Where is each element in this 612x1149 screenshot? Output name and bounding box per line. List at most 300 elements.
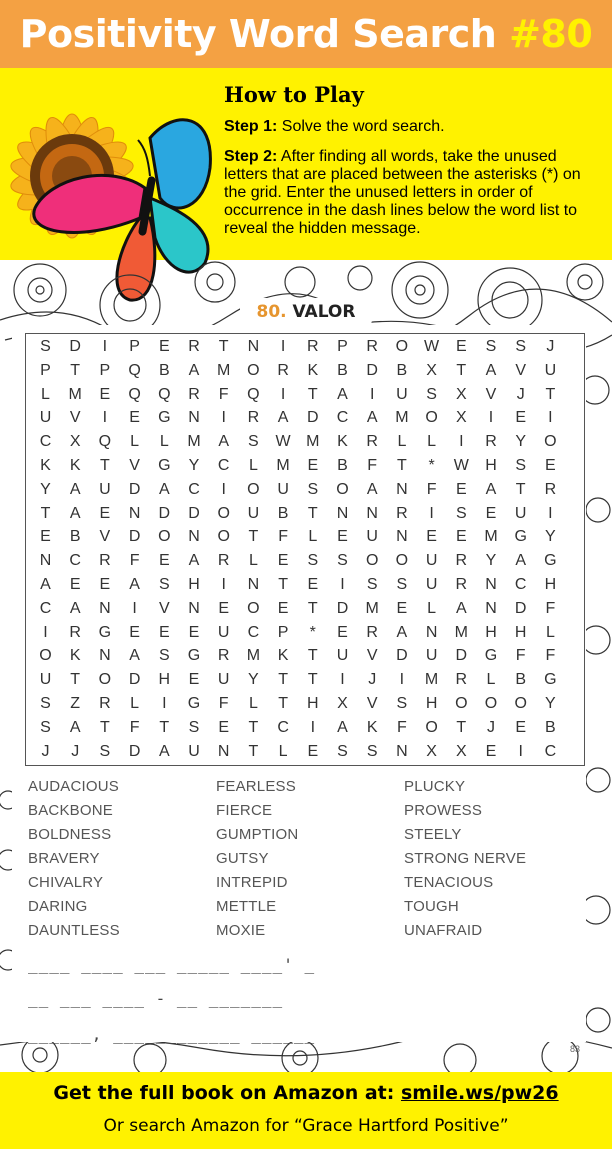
grid-cell[interactable]: S <box>307 480 319 498</box>
grid-cell[interactable]: E <box>426 528 437 546</box>
grid-cell[interactable]: T <box>278 671 288 689</box>
grid-cell[interactable]: U <box>277 480 289 498</box>
grid-cell[interactable]: R <box>217 647 230 665</box>
grid-cell[interactable]: E <box>99 576 111 593</box>
grid-cell[interactable]: X <box>426 742 437 760</box>
grid-cell[interactable]: A <box>69 718 81 736</box>
grid-cell[interactable]: F <box>129 718 140 736</box>
grid-cell[interactable]: A <box>366 480 378 498</box>
grid-cell[interactable]: E <box>277 599 289 617</box>
grid-cell[interactable]: D <box>128 742 141 760</box>
grid-cell[interactable]: R <box>455 671 468 689</box>
grid-cell[interactable]: N <box>485 599 497 617</box>
grid-cell[interactable]: U <box>217 671 230 689</box>
grid-cell[interactable]: V <box>485 385 497 403</box>
grid-cell[interactable]: N <box>188 528 200 546</box>
grid-cell[interactable]: E <box>396 599 408 617</box>
grid-cell[interactable]: L <box>248 552 258 570</box>
answer-line[interactable]: __ ___ ____ - __ _______ <box>28 989 284 1008</box>
grid-cell[interactable]: N <box>366 504 378 522</box>
grid-cell[interactable]: A <box>69 504 81 522</box>
grid-cell[interactable]: E <box>455 338 467 355</box>
grid-cell[interactable]: E <box>485 742 497 760</box>
grid-cell[interactable]: D <box>128 528 141 546</box>
grid-cell[interactable]: E <box>158 338 170 355</box>
grid-cell[interactable]: R <box>188 385 200 403</box>
grid-cell[interactable]: G <box>98 623 112 641</box>
grid-cell[interactable]: I <box>340 671 345 689</box>
grid-cell[interactable]: N <box>396 480 408 498</box>
grid-cell[interactable]: O <box>484 695 498 712</box>
grid-cell[interactable]: S <box>40 718 51 736</box>
grid-cell[interactable]: S <box>158 576 170 593</box>
grid-cell[interactable]: R <box>544 480 557 498</box>
grid-cell[interactable]: T <box>248 742 259 760</box>
grid-cell[interactable]: D <box>307 409 319 427</box>
grid-cell[interactable]: E <box>69 576 81 593</box>
grid-cell[interactable]: L <box>486 671 496 689</box>
grid-cell[interactable]: L <box>427 599 437 617</box>
grid-cell[interactable]: S <box>366 576 378 593</box>
grid-cell[interactable]: X <box>455 742 467 760</box>
grid-cell[interactable]: O <box>365 552 379 570</box>
grid-cell[interactable]: A <box>277 409 289 427</box>
grid-cell[interactable]: G <box>187 647 201 665</box>
grid-cell[interactable]: E <box>455 480 467 498</box>
grid-cell[interactable]: E <box>485 504 497 522</box>
grid-cell[interactable]: N <box>336 504 349 522</box>
grid-cell[interactable]: G <box>544 552 557 570</box>
grid-cell[interactable]: V <box>69 409 81 427</box>
grid-cell[interactable]: M <box>306 433 320 451</box>
grid-cell[interactable]: O <box>98 671 112 689</box>
grid-cell[interactable]: C <box>69 552 81 570</box>
grid-cell[interactable]: L <box>397 433 407 451</box>
grid-cell[interactable]: S <box>40 695 51 712</box>
grid-cell[interactable]: J <box>487 718 495 736</box>
grid-cell[interactable]: E <box>158 552 170 570</box>
grid-cell[interactable]: O <box>336 480 349 498</box>
grid-cell[interactable]: Q <box>128 385 141 403</box>
grid-cell[interactable]: J <box>71 742 80 760</box>
grid-cell[interactable]: U <box>39 409 52 427</box>
grid-cell[interactable]: A <box>129 647 140 665</box>
grid-cell[interactable]: S <box>40 338 51 355</box>
grid-cell[interactable]: H <box>188 576 200 593</box>
grid-cell[interactable]: M <box>365 599 379 617</box>
grid-cell[interactable]: A <box>158 480 170 498</box>
grid-cell[interactable]: R <box>217 552 230 570</box>
grid-cell[interactable]: M <box>217 361 231 379</box>
grid-cell[interactable]: O <box>247 361 260 379</box>
grid-cell[interactable]: C <box>336 409 349 427</box>
grid-cell[interactable]: G <box>514 528 527 546</box>
grid-cell[interactable]: O <box>217 504 230 522</box>
grid-cell[interactable]: M <box>187 433 201 451</box>
grid-cell[interactable]: R <box>307 338 319 355</box>
answer-line[interactable]: ______, ____________ ______ <box>28 1025 316 1044</box>
grid-cell[interactable]: I <box>221 480 226 498</box>
grid-cell[interactable]: S <box>188 718 200 736</box>
grid-cell[interactable]: H <box>544 576 557 593</box>
grid-cell[interactable]: D <box>455 647 468 665</box>
grid-cell[interactable]: V <box>366 647 378 665</box>
grid-cell[interactable]: U <box>39 671 52 689</box>
grid-cell[interactable]: U <box>188 742 200 760</box>
grid-cell[interactable]: A <box>485 361 497 379</box>
grid-cell[interactable]: I <box>548 409 553 427</box>
grid-cell[interactable]: U <box>544 361 557 379</box>
grid-cell[interactable]: A <box>396 623 408 641</box>
grid-cell[interactable]: D <box>128 480 141 498</box>
grid-cell[interactable]: S <box>426 385 437 403</box>
grid-cell[interactable]: K <box>337 433 348 451</box>
grid-cell[interactable]: T <box>100 718 110 736</box>
grid-cell[interactable]: E <box>337 528 348 546</box>
grid-cell[interactable]: L <box>308 528 318 546</box>
grid-cell[interactable]: J <box>516 385 525 403</box>
grid-cell[interactable]: K <box>69 457 81 474</box>
grid-cell[interactable]: S <box>337 552 348 570</box>
grid-cell[interactable]: M <box>424 671 439 689</box>
grid-cell[interactable]: O <box>395 338 409 355</box>
grid-cell[interactable]: J <box>546 338 555 355</box>
grid-cell[interactable]: C <box>188 480 200 498</box>
grid-cell[interactable]: D <box>396 647 408 665</box>
grid-cell[interactable]: E <box>218 718 230 736</box>
grid-cell[interactable]: S <box>396 576 408 593</box>
grid-cell[interactable]: U <box>99 480 111 498</box>
grid-cell[interactable]: F <box>218 695 229 712</box>
grid-cell[interactable]: Y <box>248 671 259 689</box>
grid-cell[interactable]: I <box>459 433 464 451</box>
grid-cell[interactable]: U <box>396 385 408 403</box>
grid-cell[interactable]: P <box>99 361 111 379</box>
grid-cell[interactable]: A <box>455 599 467 617</box>
grid-cell[interactable]: F <box>426 480 437 498</box>
grid-cell[interactable]: L <box>159 433 169 451</box>
grid-cell[interactable]: X <box>455 409 467 427</box>
grid-cell[interactable]: C <box>39 599 52 617</box>
grid-cell[interactable]: H <box>485 457 497 474</box>
grid-cell[interactable]: T <box>278 695 288 712</box>
grid-cell[interactable]: O <box>39 647 52 665</box>
grid-cell[interactable]: R <box>99 695 111 712</box>
grid-cell[interactable]: A <box>40 576 51 593</box>
grid-cell[interactable]: R <box>396 504 408 522</box>
grid-cell[interactable]: S <box>248 433 259 451</box>
grid-cell[interactable]: G <box>158 409 171 427</box>
grid-cell[interactable]: U <box>247 504 260 522</box>
grid-cell[interactable]: * <box>428 457 435 474</box>
grid-cell[interactable]: D <box>188 504 200 522</box>
grid-cell[interactable]: L <box>427 433 437 451</box>
grid-cell[interactable]: E <box>40 528 51 546</box>
grid-cell[interactable]: O <box>544 433 557 451</box>
grid-cell[interactable]: S <box>515 457 527 474</box>
grid-cell[interactable]: T <box>307 599 318 617</box>
grid-cell[interactable]: L <box>248 695 258 712</box>
grid-cell[interactable]: T <box>248 528 259 546</box>
grid-cell[interactable]: R <box>366 338 378 355</box>
grid-cell[interactable]: C <box>277 718 289 736</box>
grid-cell[interactable]: Y <box>485 552 497 570</box>
grid-cell[interactable]: Y <box>545 695 556 712</box>
grid-cell[interactable]: Q <box>98 433 112 451</box>
grid-cell[interactable]: T <box>307 647 318 665</box>
grid-cell[interactable]: O <box>514 695 527 712</box>
grid-cell[interactable]: X <box>426 361 437 379</box>
grid-cell[interactable]: R <box>188 338 200 355</box>
grid-cell[interactable]: T <box>456 718 467 736</box>
grid-cell[interactable]: H <box>307 695 319 712</box>
grid-cell[interactable]: L <box>545 623 555 641</box>
grid-cell[interactable]: I <box>132 599 137 617</box>
grid-cell[interactable]: T <box>159 718 170 736</box>
grid-cell[interactable]: E <box>277 552 289 570</box>
grid-cell[interactable]: T <box>100 457 110 474</box>
grid-cell[interactable]: E <box>515 718 527 736</box>
grid-cell[interactable]: A <box>69 599 81 617</box>
grid-cell[interactable]: M <box>68 385 82 403</box>
grid-cell[interactable]: E <box>99 504 111 522</box>
grid-cell[interactable]: A <box>337 385 348 403</box>
grid-cell[interactable]: N <box>188 599 200 617</box>
grid-cell[interactable]: A <box>218 433 230 451</box>
grid-cell[interactable]: I <box>310 718 316 736</box>
grid-cell[interactable]: A <box>485 480 497 498</box>
grid-cell[interactable]: L <box>278 742 288 760</box>
grid-cell[interactable]: K <box>277 647 289 665</box>
grid-cell[interactable]: E <box>307 742 319 760</box>
grid-cell[interactable]: * <box>309 623 316 641</box>
grid-cell[interactable]: E <box>99 385 111 403</box>
grid-cell[interactable]: O <box>247 599 260 617</box>
grid-cell[interactable]: G <box>484 647 498 665</box>
grid-cell[interactable]: S <box>515 338 527 355</box>
grid-cell[interactable]: E <box>129 623 140 641</box>
grid-cell[interactable]: F <box>397 718 407 736</box>
grid-cell[interactable]: Q <box>247 385 260 403</box>
answer-line[interactable]: ____ ____ ___ _____ ____' _ <box>28 955 316 974</box>
grid-cell[interactable]: R <box>366 433 378 451</box>
grid-cell[interactable]: M <box>246 647 261 665</box>
grid-cell[interactable]: O <box>217 528 230 546</box>
grid-cell[interactable]: E <box>307 457 319 474</box>
grid-cell[interactable]: T <box>307 385 318 403</box>
grid-cell[interactable]: P <box>129 338 140 355</box>
grid-cell[interactable]: T <box>278 576 288 593</box>
grid-cell[interactable]: B <box>515 671 527 689</box>
grid-cell[interactable]: I <box>399 671 405 689</box>
grid-cell[interactable]: V <box>129 457 140 474</box>
grid-cell[interactable]: B <box>158 361 170 379</box>
grid-cell[interactable]: B <box>337 361 348 379</box>
grid-cell[interactable]: N <box>396 742 408 760</box>
grid-cell[interactable]: E <box>158 623 170 641</box>
grid-cell[interactable]: A <box>337 718 348 736</box>
grid-cell[interactable]: I <box>102 409 108 427</box>
grid-cell[interactable]: H <box>514 623 527 641</box>
grid-cell[interactable]: S <box>485 338 497 355</box>
grid-cell[interactable]: T <box>307 671 318 689</box>
grid-cell[interactable]: C <box>544 742 557 760</box>
grid-cell[interactable]: I <box>548 504 553 522</box>
grid-cell[interactable]: U <box>366 528 378 546</box>
grid-cell[interactable]: O <box>247 480 260 498</box>
grid-cell[interactable]: W <box>453 457 469 474</box>
grid-cell[interactable]: U <box>425 647 438 665</box>
grid-cell[interactable]: S <box>158 647 170 665</box>
grid-cell[interactable]: N <box>39 552 52 570</box>
grid-cell[interactable]: I <box>429 504 434 522</box>
grid-cell[interactable]: T <box>70 361 81 379</box>
grid-cell[interactable]: R <box>247 409 260 427</box>
grid-cell[interactable]: T <box>545 385 556 403</box>
grid-cell[interactable]: F <box>545 647 556 665</box>
grid-cell[interactable]: X <box>69 433 81 451</box>
grid-cell[interactable]: I <box>221 409 226 427</box>
grid-cell[interactable]: G <box>158 457 171 474</box>
grid-cell[interactable]: E <box>307 576 319 593</box>
grid-cell[interactable]: U <box>217 623 230 641</box>
grid-cell[interactable]: S <box>396 695 408 712</box>
grid-cell[interactable]: I <box>488 409 494 427</box>
grid-cell[interactable]: P <box>277 623 289 641</box>
grid-cell[interactable]: I <box>221 576 226 593</box>
grid-cell[interactable]: A <box>158 742 170 760</box>
grid-cell[interactable]: V <box>99 528 111 546</box>
grid-cell[interactable]: S <box>307 552 319 570</box>
grid-cell[interactable]: I <box>280 338 286 355</box>
grid-cell[interactable]: F <box>218 385 229 403</box>
grid-cell[interactable]: T <box>248 718 259 736</box>
grid-cell[interactable]: K <box>366 718 378 736</box>
grid-cell[interactable]: A <box>69 480 81 498</box>
grid-cell[interactable]: N <box>99 599 111 617</box>
grid-cell[interactable]: L <box>130 433 140 451</box>
grid-cell[interactable]: D <box>366 361 378 379</box>
grid-cell[interactable]: E <box>188 671 200 689</box>
grid-cell[interactable]: S <box>337 742 348 760</box>
grid-cell[interactable]: V <box>366 695 378 712</box>
grid-cell[interactable]: Y <box>515 433 527 451</box>
grid-cell[interactable]: U <box>514 504 527 522</box>
grid-cell[interactable]: D <box>336 599 349 617</box>
grid-cell[interactable]: U <box>336 647 349 665</box>
grid-cell[interactable]: M <box>454 623 468 641</box>
grid-cell[interactable]: T <box>40 504 51 522</box>
grid-cell[interactable]: T <box>515 480 526 498</box>
grid-cell[interactable]: C <box>514 576 527 593</box>
grid-cell[interactable]: M <box>484 528 498 546</box>
grid-cell[interactable]: D <box>69 338 81 355</box>
grid-cell[interactable]: B <box>545 718 556 736</box>
grid-cell[interactable]: N <box>396 528 408 546</box>
grid-cell[interactable]: N <box>247 576 260 593</box>
grid-cell[interactable]: R <box>455 576 468 593</box>
grid-cell[interactable]: T <box>70 671 81 689</box>
grid-cell[interactable]: N <box>99 647 111 665</box>
grid-cell[interactable]: F <box>545 599 556 617</box>
grid-cell[interactable]: B <box>277 504 289 522</box>
grid-cell[interactable]: F <box>515 647 526 665</box>
grid-cell[interactable]: K <box>40 457 51 474</box>
grid-cell[interactable]: T <box>307 504 318 522</box>
grid-cell[interactable]: I <box>43 623 48 641</box>
grid-cell[interactable]: I <box>102 338 108 355</box>
grid-cell[interactable]: L <box>41 385 50 403</box>
grid-cell[interactable]: O <box>425 718 438 736</box>
grid-cell[interactable]: N <box>485 576 497 593</box>
grid-cell[interactable]: E <box>337 623 348 641</box>
grid-cell[interactable]: G <box>187 695 201 712</box>
grid-cell[interactable]: B <box>337 457 348 474</box>
grid-cell[interactable]: M <box>276 457 290 474</box>
grid-cell[interactable]: W <box>424 338 440 355</box>
grid-cell[interactable]: U <box>425 552 438 570</box>
grid-cell[interactable]: R <box>99 552 111 570</box>
grid-cell[interactable]: K <box>307 361 319 379</box>
grid-cell[interactable]: T <box>218 338 229 355</box>
grid-cell[interactable]: R <box>277 361 289 379</box>
grid-cell[interactable]: C <box>39 433 52 451</box>
grid-cell[interactable]: N <box>217 742 230 760</box>
word-search-grid[interactable] <box>25 333 585 766</box>
grid-cell[interactable]: S <box>366 742 378 760</box>
grid-cell[interactable]: R <box>69 623 81 641</box>
grid-cell[interactable]: T <box>397 457 407 474</box>
grid-cell[interactable]: I <box>280 385 286 403</box>
grid-cell[interactable]: Q <box>158 385 171 403</box>
grid-cell[interactable]: B <box>69 528 81 546</box>
grid-cell[interactable]: V <box>158 599 170 617</box>
grid-cell[interactable]: D <box>128 671 141 689</box>
grid-cell[interactable]: N <box>188 409 200 427</box>
grid-cell[interactable]: N <box>247 338 260 355</box>
grid-cell[interactable]: N <box>128 504 141 522</box>
grid-cell[interactable]: Y <box>188 457 200 474</box>
grid-cell[interactable]: K <box>69 647 81 665</box>
grid-cell[interactable]: F <box>129 552 140 570</box>
grid-cell[interactable]: F <box>278 528 288 546</box>
grid-cell[interactable]: G <box>544 671 557 689</box>
grid-cell[interactable]: A <box>366 409 378 427</box>
grid-cell[interactable]: I <box>162 695 167 712</box>
grid-cell[interactable]: C <box>247 623 260 641</box>
grid-cell[interactable]: O <box>158 528 171 546</box>
grid-cell[interactable]: E <box>455 528 467 546</box>
grid-cell[interactable]: D <box>514 599 527 617</box>
grid-cell[interactable]: J <box>368 671 377 689</box>
grid-cell[interactable]: D <box>158 504 171 522</box>
grid-cell[interactable]: E <box>218 599 230 617</box>
grid-cell[interactable]: L <box>130 695 140 712</box>
grid-cell[interactable]: R <box>485 433 497 451</box>
grid-cell[interactable]: O <box>455 695 468 712</box>
grid-cell[interactable]: B <box>396 361 408 379</box>
grid-cell[interactable]: T <box>456 361 467 379</box>
grid-cell[interactable]: H <box>425 695 438 712</box>
grid-cell[interactable]: Y <box>545 528 556 546</box>
grid-cell[interactable]: F <box>367 457 378 474</box>
grid-cell[interactable]: S <box>99 742 111 760</box>
grid-cell[interactable]: E <box>545 457 556 474</box>
grid-cell[interactable]: A <box>188 361 200 379</box>
grid-cell[interactable]: M <box>395 409 409 427</box>
grid-cell[interactable]: P <box>337 338 348 355</box>
grid-cell[interactable]: A <box>515 552 527 570</box>
